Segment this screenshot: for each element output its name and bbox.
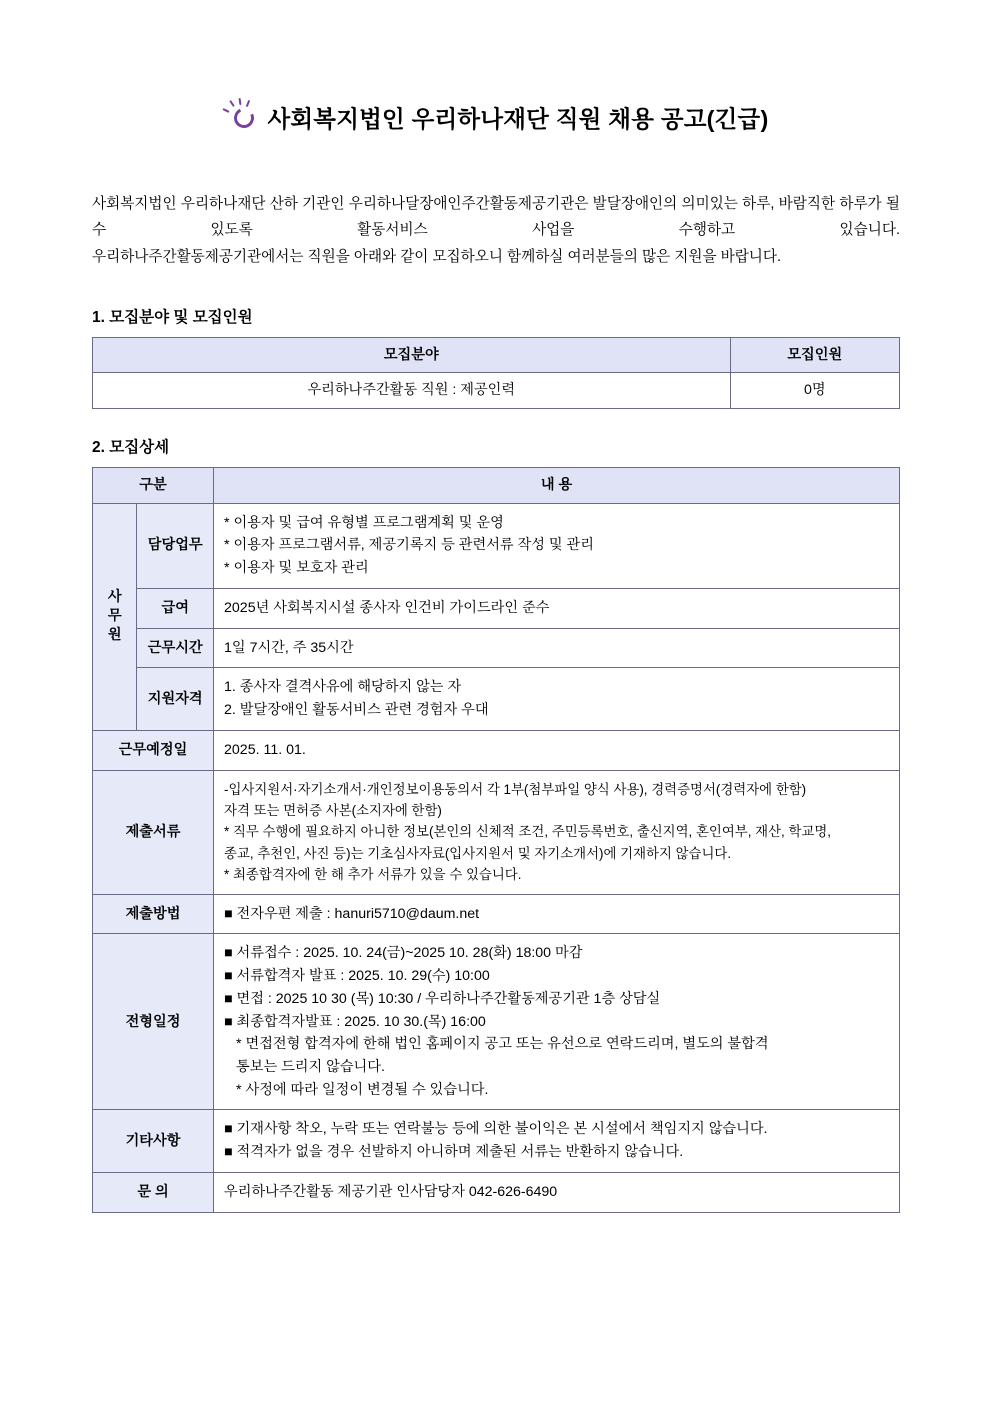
schedule-line-1: ■ 서류접수 : 2025. 10. 24(금)~2025 10. 28(화) 18:00 마감 bbox=[224, 945, 583, 962]
cell-start-date: 2025. 11. 01. bbox=[214, 730, 900, 770]
documents-line-4: 종교, 추천인, 사진 등)는 기초심사자료(입사지원서 및 자기소개서)에 기재하지 않습니다. bbox=[224, 845, 732, 861]
row-label-submit-method: 제출방법 bbox=[93, 894, 214, 934]
table-row bbox=[93, 934, 900, 1110]
schedule-line-7: * 사정에 따라 일정이 변경될 수 있습니다. bbox=[236, 1081, 489, 1098]
row-label-qualification: 지원자격 bbox=[137, 668, 214, 730]
row-label-schedule: 전형일정 bbox=[93, 934, 214, 1110]
table-header-row bbox=[93, 468, 900, 504]
column-header-count: 모집인원 bbox=[730, 337, 899, 373]
intro-paragraph-1: 사회복지법인 우리하나재단 산하 기관인 우리하나달장애인주간활동제공기관은 발달장애인의 의미있는 하루, 바람직한 하루가 될 수 있도록 활동서비스 사업을 수행하고 있습니다. bbox=[92, 196, 900, 238]
cell-other bbox=[214, 1110, 900, 1172]
column-header-content: 내 용 bbox=[214, 468, 900, 504]
row-label-duties: 담당업무 bbox=[137, 503, 214, 588]
table-row bbox=[93, 628, 900, 668]
intro-paragraph-2: 우리하나주간활동제공기관에서는 직원을 아래와 같이 모집하오니 함께하실 여러분들의 많은 지원을 바랍니다. bbox=[92, 249, 782, 266]
schedule-line-4: ■ 최종합격자발표 : 2025. 10 30.(목) 16:00 bbox=[224, 1013, 486, 1030]
recruitment-field-table bbox=[92, 337, 900, 409]
duties-line-3: * 이용자 및 보호자 관리 bbox=[224, 560, 369, 577]
group-label-ch-1: 사 bbox=[107, 589, 122, 605]
table-row bbox=[93, 668, 900, 730]
row-label-start-date: 근무예정일 bbox=[93, 730, 214, 770]
table-row bbox=[93, 503, 900, 588]
other-line-2: ■ 적격자가 없을 경우 선발하지 아니하며 제출된 서류는 반환하지 않습니다. bbox=[224, 1144, 684, 1161]
row-label-documents: 제출서류 bbox=[93, 770, 214, 894]
duties-line-1: * 이용자 및 급여 유형별 프로그램계획 및 운영 bbox=[224, 514, 504, 531]
recruitment-detail-table bbox=[92, 467, 900, 1213]
cell-documents bbox=[214, 770, 900, 894]
duties-line-2: * 이용자 프로그램서류, 제공기록지 등 관련서류 작성 및 관리 bbox=[224, 537, 594, 554]
group-label-staff bbox=[93, 503, 137, 730]
page-title: 사회복지법인 우리하나재단 직원 채용 공고(긴급) bbox=[267, 106, 769, 132]
table-row bbox=[93, 588, 900, 628]
row-label-contact: 문 의 bbox=[93, 1172, 214, 1212]
row-label-work-hours: 근무시간 bbox=[137, 628, 214, 668]
qualification-line-2: 2. 발달장애인 활동서비스 관련 경험자 우대 bbox=[224, 702, 489, 719]
row-label-other: 기타사항 bbox=[93, 1110, 214, 1172]
intro-paragraphs bbox=[92, 192, 900, 271]
schedule-line-5: * 면접전형 합격자에 한해 법인 홈페이지 공고 또는 유선으로 연락드리며, 별도의 불합격 bbox=[236, 1036, 769, 1053]
column-header-field: 모집분야 bbox=[93, 337, 731, 373]
documents-line-1: -입사지원서·자기소개서·개인정보이용동의서 각 1부(첨부파일 양식 사용), 경력증명서(경력자에 한함) bbox=[224, 781, 807, 797]
table-row bbox=[93, 730, 900, 770]
cell-contact: 우리하나주간활동 제공기관 인사담당자 042-626-6490 bbox=[214, 1172, 900, 1212]
document-title-row bbox=[92, 100, 900, 134]
row-label-salary: 급여 bbox=[137, 588, 214, 628]
documents-line-3: * 직무 수행에 필요하지 아니한 정보(본인의 신체적 조건, 주민등록번호, 출신지역, 혼인여부, 재산, 학교명, bbox=[224, 824, 832, 840]
group-label-ch-3: 원 bbox=[107, 627, 122, 644]
table-row bbox=[93, 373, 900, 409]
other-line-1: ■ 기재사항 착오, 누락 또는 연락불능 등에 의한 불이익은 본 시설에서 책임지지 않습니다. bbox=[224, 1121, 768, 1138]
cell-field-name: 우리하나주간활동 직원 : 제공인력 bbox=[93, 373, 731, 409]
cell-duties bbox=[214, 503, 900, 588]
table-row bbox=[93, 1172, 900, 1212]
cell-schedule bbox=[214, 934, 900, 1110]
documents-line-5: * 최종합격자에 한 해 추가 서류가 있을 수 있습니다. bbox=[224, 867, 522, 883]
sun-swirl-logo-icon bbox=[224, 100, 264, 134]
qualification-line-1: 1. 종사자 결격사유에 해당하지 않는 자 bbox=[224, 679, 462, 696]
cell-salary: 2025년 사회복지시설 종사자 인건비 가이드라인 준수 bbox=[214, 588, 900, 628]
section-1-heading: 1. 모집분야 및 모집인원 bbox=[92, 308, 253, 326]
section-2-heading: 2. 모집상세 bbox=[92, 439, 170, 457]
cell-qualification bbox=[214, 668, 900, 730]
cell-submit-method: ■ 전자우편 제출 : hanuri5710@daum.net bbox=[214, 894, 900, 934]
documents-line-2: 자격 또는 면허증 사본(소지자에 한함) bbox=[224, 802, 442, 818]
table-header-row bbox=[93, 337, 900, 373]
schedule-line-6: 통보는 드리지 않습니다. bbox=[236, 1059, 385, 1075]
schedule-line-3: ■ 면접 : 2025 10 30 (목) 10:30 / 우리하나주간활동제공기관 1층 상담실 bbox=[224, 990, 661, 1007]
table-row bbox=[93, 770, 900, 894]
table-row bbox=[93, 894, 900, 934]
schedule-line-2: ■ 서류합격자 발표 : 2025. 10. 29(수) 10:00 bbox=[224, 968, 490, 985]
table-row bbox=[93, 1110, 900, 1172]
cell-field-count: 0명 bbox=[730, 373, 899, 409]
column-header-division: 구분 bbox=[93, 468, 214, 504]
group-label-ch-2: 무 bbox=[107, 608, 122, 625]
cell-work-hours: 1일 7시간, 주 35시간 bbox=[214, 628, 900, 668]
